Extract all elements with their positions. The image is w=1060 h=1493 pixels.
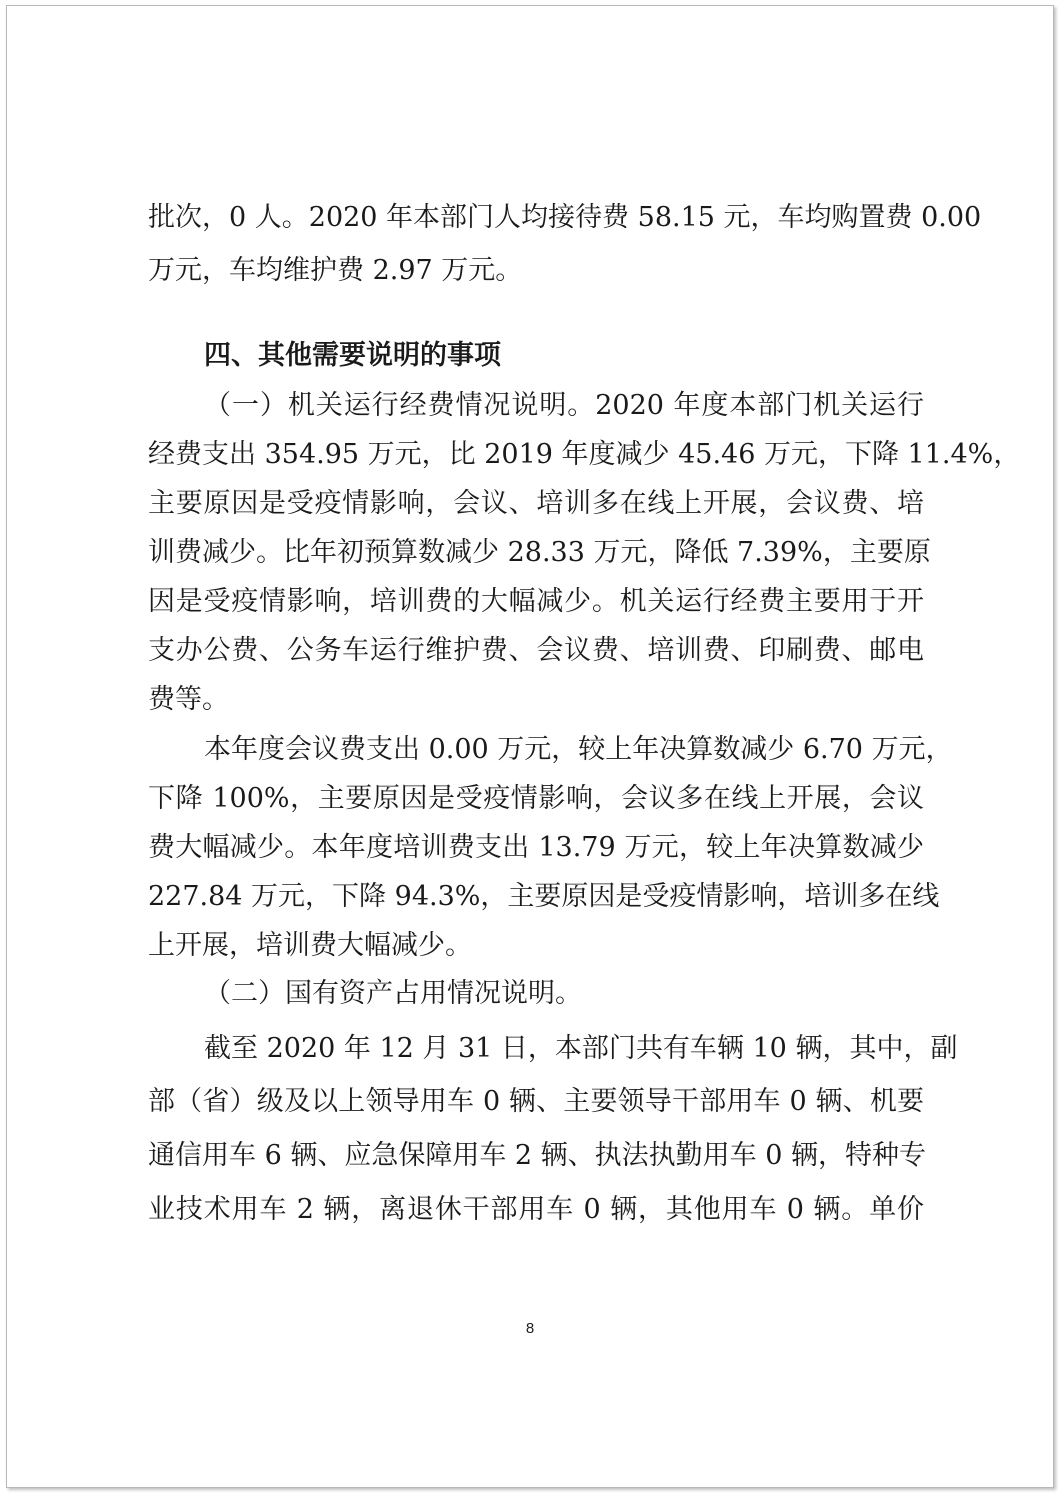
body-text-line: 因是受疫情影响，培训费的大幅减少。机关运行经费主要用于开 [148, 586, 924, 617]
body-text-line: 费大幅减少。本年度培训费支出 13.79 万元，较上年决算数减少 [148, 832, 924, 863]
body-text-line: 227.84 万元，下降 94.3%，主要原因是受疫情影响，培训多在线 [148, 881, 940, 912]
body-text-line: 训费减少。比年初预算数减少 28.33 万元，降低 7.39%，主要原 [148, 537, 931, 568]
body-text-line: 本年度会议费支出 0.00 万元，较上年决算数减少 6.70 万元， [204, 734, 953, 765]
body-text-line: 费等。 [148, 684, 229, 715]
body-text-line: 上开展，培训费大幅减少。 [148, 930, 472, 961]
subsection-heading-line: （一）机关运行经费情况说明。2020 年度本部门机关运行 [204, 390, 924, 421]
body-text-line: 业技术用车 2 辆，离退休干部用车 0 辆，其他用车 0 辆。单价 [148, 1194, 924, 1225]
body-text-line: 批次，0 人。2020 年本部门人均接待费 58.15 元，车均购置费 0.00 [148, 202, 982, 233]
body-text-line: 部（省）级及以上领导用车 0 辆、主要领导干部用车 0 辆、机要 [148, 1086, 924, 1117]
body-text-line: 通信用车 6 辆、应急保障用车 2 辆、执法执勤用车 0 辆，特种专 [148, 1140, 927, 1171]
subsection-heading: （二）国有资产占用情况说明。 [204, 978, 582, 1009]
body-text-line: 支办公费、公务车运行维护费、会议费、培训费、印刷费、邮电 [148, 635, 924, 666]
body-text-line: 经费支出 354.95 万元，比 2019 年度减少 45.46 万元，下降 11.4%， [148, 439, 1021, 470]
page-number: 8 [525, 1320, 535, 1337]
section-heading: 四、其他需要说明的事项 [204, 340, 501, 371]
body-text-line: 主要原因是受疫情影响，会议、培训多在线上开展，会议费、培 [148, 488, 924, 519]
body-text-line: 万元，车均维护费 2.97 万元。 [148, 255, 523, 286]
body-text-line: 下降 100%，主要原因是受疫情影响，会议多在线上开展，会议 [148, 783, 924, 814]
body-text-line: 截至 2020 年 12 月 31 日，本部门共有车辆 10 辆，其中，副 [204, 1033, 958, 1064]
